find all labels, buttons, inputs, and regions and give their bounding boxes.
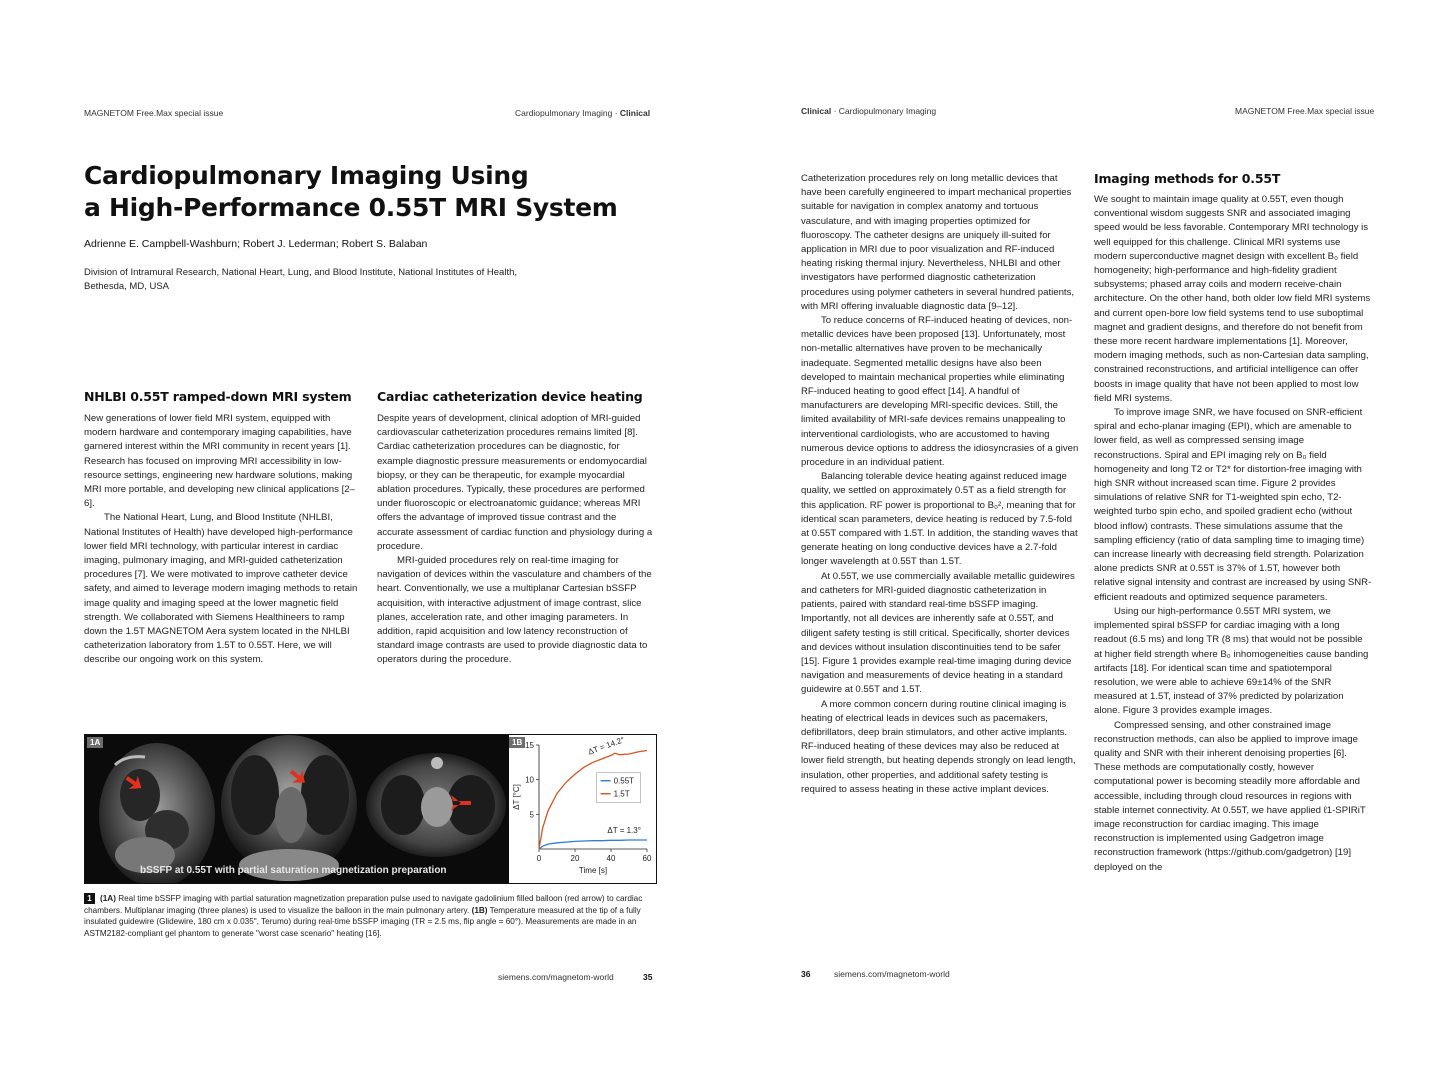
red-arrow-icon xyxy=(451,795,471,811)
x-tick-label: 60 xyxy=(642,854,652,863)
column-nhlbi xyxy=(84,412,360,668)
x-tick-label: 20 xyxy=(570,854,580,863)
temperature-chart xyxy=(509,735,656,883)
caption-text-b: Temperature measured at the tip of a fully insulated guidewire (Glidewire, 180 cm x 0.035", Terumo) during real-time bSSFP imaging (TR = 2.5 ms, flip angle = 60°). Measurements are made in an ASTM2182-compliant gel phantom to generate "worst case scenario" heating [16]. xyxy=(84,905,641,938)
figure-overlay-text: bSSFP at 0.55T with partial saturation magnetization preparation xyxy=(140,865,447,876)
y-tick-label: 15 xyxy=(525,741,534,750)
title-line-2: a High-Performance 0.55T MRI System xyxy=(84,193,618,222)
affiliation xyxy=(84,266,517,294)
page-number-35: 35 xyxy=(643,972,653,982)
footer-url-right[interactable]: siemens.com/magnetom-world xyxy=(834,969,950,979)
paragraph: Balancing tolerable device heating against reduced image quality, we settled on approximately 0.5T as a field strength for this application. RF power is proportional to B₀², meaning that for identical scan parameters, device heating is reduced by 7.5-fold at 0.55T compared with 1.5T. In addition, the standing waves that generate heating on long conductive devices have a 2.7-fold longer wavelength at 0.55T than 1.5T. xyxy=(801,471,1078,568)
legend-label: 1.5T xyxy=(613,789,630,799)
annotation-delta-1-5t: ΔT = 14.2° xyxy=(587,735,626,757)
caption-label-b: (1B) xyxy=(471,905,488,915)
paragraph: To reduce concerns of RF-induced heating of devices, non-metallic devices have been proposed [13]. Unfortunately, most non-metallic alternatives have proven to be mechanically inadequate. Segmented metallic designs have also been developed to maintain mechanical properties while eliminating RF-induced heating to good effect [14]. A handful of manufacturers are developing MRI-specific devices. Still, the limited availability of MRI-safe devices remains unappealing to interventional cardiologists, who are accustomed to having numerous device options to address the idiosyncrasies of a given procedure in an individual patient. xyxy=(801,315,1079,469)
figure-panel-tag-a: 1A xyxy=(87,737,103,748)
annotation-delta-0-55t: ΔT = 1.3° xyxy=(607,826,641,836)
page-number-right xyxy=(801,969,810,979)
footer-url-left[interactable]: siemens.com/magnetom-world xyxy=(498,972,614,982)
page-number-36: 36 xyxy=(801,969,811,979)
running-header-right: MAGNETOM Free.Max special issue xyxy=(1235,106,1375,116)
paragraph: Compressed sensing, and other constrained image reconstruction methods, can also be applied to improve image quality and SNR with their inherent denoising properties [6]. These methods are computationally costly, however computational power is becoming steadily more affordable and accessible, including through cloud resources in regions with stable internet connectivity. At 0.55T, we have applied ℓ1-SPIRiT image reconstruction for cardiac imaging. This image reconstruction is implemented using Gadgetron image reconstruction framework (https://github.com/gadgetron) [19] deployed on the xyxy=(1094,719,1366,873)
red-arrow-icon xyxy=(286,765,310,789)
authors: Adrienne E. Campbell-Washburn; Robert J. Lederman; Robert S. Balaban xyxy=(84,238,428,250)
figure-panel-tag-b: 1B xyxy=(509,737,525,748)
running-header-section-right xyxy=(801,106,936,116)
y-tick-label: 10 xyxy=(525,775,534,785)
section-heading-device-heating: Cardiac catheterization device heating xyxy=(377,389,643,404)
running-header-section xyxy=(515,108,650,118)
section-heading-imaging-methods: Imaging methods for 0.55T xyxy=(1094,171,1281,186)
title-line-1: Cardiopulmonary Imaging Using xyxy=(84,161,529,190)
y-tick-label: 5 xyxy=(529,810,534,820)
header-section-prefix: Cardiopulmonary Imaging · xyxy=(515,108,620,118)
column-device-heating xyxy=(377,412,655,668)
header-section-bold-right: Clinical xyxy=(801,106,832,116)
paragraph: Despite years of development, clinical adoption of MRI-guided cardiovascular catheterization procedures remains limited [8]. Cardiac catheterization procedures can be diagnostic, for example diagnostic pressure measurements or endomyocardial biopsy, or they can be therapeutic, for example myocardial ablation procedures. Typically, these procedures are performed under fluoroscopic or electroanatomic guidance; whereas MRI offers the advantage of improved tissue contrast and the accurate assessment of cardiac function and physiology during a procedure. xyxy=(377,413,653,552)
x-tick-label: 0 xyxy=(536,854,542,863)
article-title xyxy=(84,160,618,224)
affiliation-line-2: Bethesda, MD, USA xyxy=(84,281,170,292)
figure-caption xyxy=(84,893,656,939)
red-arrow-markers xyxy=(85,735,509,883)
x-tick-label: 40 xyxy=(606,854,616,863)
column-right-1 xyxy=(801,172,1079,797)
column-right-2 xyxy=(1094,193,1372,875)
legend-label: 0.55T xyxy=(613,776,635,786)
red-arrow-icon xyxy=(122,771,146,794)
heating-plot-panel xyxy=(509,735,656,883)
y-axis-label: ΔT [°C] xyxy=(512,784,521,810)
paragraph: A more common concern during routine clinical imaging is heating of electrical leads in devices such as pacemakers, defibrillators, deep brain stimulators, and other active implants. RF-induced heating of these devices may also be reduced at lower field strength, but heating depends strongly on lead length, insulation, other properties, and additional safety testing is required to assess heating in these active implant devices. xyxy=(801,698,1076,795)
page-number-left xyxy=(643,972,652,982)
paragraph: Catheterization procedures rely on long metallic devices that have been carefully engineered to impart mechanical properties suitable for navigation in complex anatomy and tortuous vasculature, and with imaging properties optimized for fluoroscopy. The catheter designs are uniquely ill-suited for application in MRI due to poor visualization and RF-induced heating risking thermal injury. Nevertheless, NHLBI and other investigators have performed diagnostic catheterization procedures using polymer catheters in several hundred patients, with MRI offering invaluable diagnostic data [9–12]. xyxy=(801,173,1075,312)
figure-1 xyxy=(84,734,657,884)
paragraph: MRI-guided procedures rely on real-time imaging for navigation of devices within the vasculature and chambers of the heart. Conventionally, we use a multiplanar Cartesian bSSFP acquisition, with interactive adjustment of image contrast, slice planes, acceleration rate, and other imaging parameters. In addition, rapid acquisition and low latency reconstruction of standard image contrasts are used to provide diagnostic data to operators during the procedure. xyxy=(377,555,652,666)
caption-number: 1 xyxy=(84,893,95,904)
affiliation-line-1: Division of Intramural Research, National Heart, Lung, and Blood Institute, National Institutes of Health, xyxy=(84,267,518,278)
paragraph: Using our high-performance 0.55T MRI system, we implemented spiral bSSFP for cardiac imaging with a long readout (6.5 ms) and long TR (8 ms) that would not be possible at higher field strength where B₀ inhomogeneities cause banding artifacts [18]. For identical scan time and spatiotemporal resolution, we were able to achieve 69±14% of the SNR measured at 1.5T, instead of 37% predicted by polarization alone. Figure 3 provides example images. xyxy=(1094,605,1369,717)
paragraph: At 0.55T, we use commercially available metallic guidewires and catheters for MRI-guided diagnostic catheterization in patients, paired with standard real-time bSSFP imaging. Importantly, not all devices are inherently safe at 0.55T, and diligent safety testing is still critical. Specifically, shorter devices and devices without insulation discontinuities tend to be safer [15]. Figure 1 provides example real-time imaging during device navigation and measurements of device heating in a standard guidewire at 0.55T and 1.5T. xyxy=(801,570,1075,696)
header-section-bold: Clinical xyxy=(619,108,651,118)
header-section-rest-right: · Cardiopulmonary Imaging xyxy=(831,106,937,116)
running-header-left: MAGNETOM Free.Max special issue xyxy=(84,108,224,118)
x-axis-label: Time [s] xyxy=(578,866,608,875)
paragraph: We sought to maintain image quality at 0.55T, even though conventional wisdom suggests SNR and associated imaging speed would be less favorable. Contemporary MRI technology is well equipped for this challenge. Clinical MRI systems use modern superconductive magnet design with excellent B₀ field homogeneity; high-performance and high-fidelity gradient subsystems; phased array coils and modern receive-chain architecture. On the other hand, both older low field MRI systems and current open-bore low field systems tend to use suboptimal magnet and gradient designs, and therefore do not benefit from these more recent hardware implementations [1]. Moreover, modern imaging methods, such as non-Cartesian data sampling, constrained reconstructions, and artificial intelligence can offer boosts in image quality that have not been applied to most low field MRI systems. xyxy=(1094,194,1371,404)
paragraph: The National Heart, Lung, and Blood Institute (NHLBI, National Institutes of Health) have developed high-performance lower field MRI technology, with particular interest in cardiac imaging, pulmonary imaging, and MRI-guided catheterization procedures [7]. We were motivated to improve catheter device safety, and aimed to leverage modern imaging methods to retain image quality and imaging speed at the lower magnetic field strength. We collaborated with Siemens Healthineers to ramp down the 1.5T MAGNETOM Aera system located in the NHLBI catheterization laboratory from 1.5T to 0.55T. Here, we will describe our ongoing work on this system. xyxy=(84,512,358,666)
paragraph: To improve image SNR, we have focused on SNR-efficient spiral and echo-planar imaging (EPI), which are amenable to lower field, as well as compressed sensing image reconstructions. Spiral and EPI imaging rely on B₀ field homogeneity and long T2 or T2* for distortion-free imaging with high SNR without increased scan time. Figure 2 provides simulations of relative SNR for T1-weighted spin echo, T2-weighted turbo spin echo, and spoiled gradient echo (without blood inflow) contrasts. These simulations assume that the sampling efficiency (ratio of data sampling time to imaging time) can increase linearly with decreasing field strength. Polarization alone predicts SNR at 0.55T is 37% of 1.5T, however both relative signal intensity and contrast are increased by using SNR-efficient readouts and optimized sequence parameters. xyxy=(1094,407,1372,603)
paragraph: New generations of lower field MRI system, equipped with modern hardware and contemporary imaging capabilities, have garnered interest within the MRI community in recent years [1]. Research has focused on improving MRI accessibility in low-resource settings, engineering new hardware solutions, making MRI more portable, and developing new clinical applications [2–6]. xyxy=(84,413,355,510)
caption-text-a: Real time bSSFP imaging with partial saturation magnetization preparation pulse used to navigate gadolinium filled balloon (red arrow) to cardiac chambers. Multiplanar imaging (three planes) is used to visualize the balloon in the main pulmonary artery. xyxy=(84,894,643,915)
caption-label-a: (1A) xyxy=(100,894,116,903)
section-heading-nhlbi: NHLBI 0.55T ramped-down MRI system xyxy=(84,389,352,404)
series-line-055t xyxy=(539,840,647,849)
